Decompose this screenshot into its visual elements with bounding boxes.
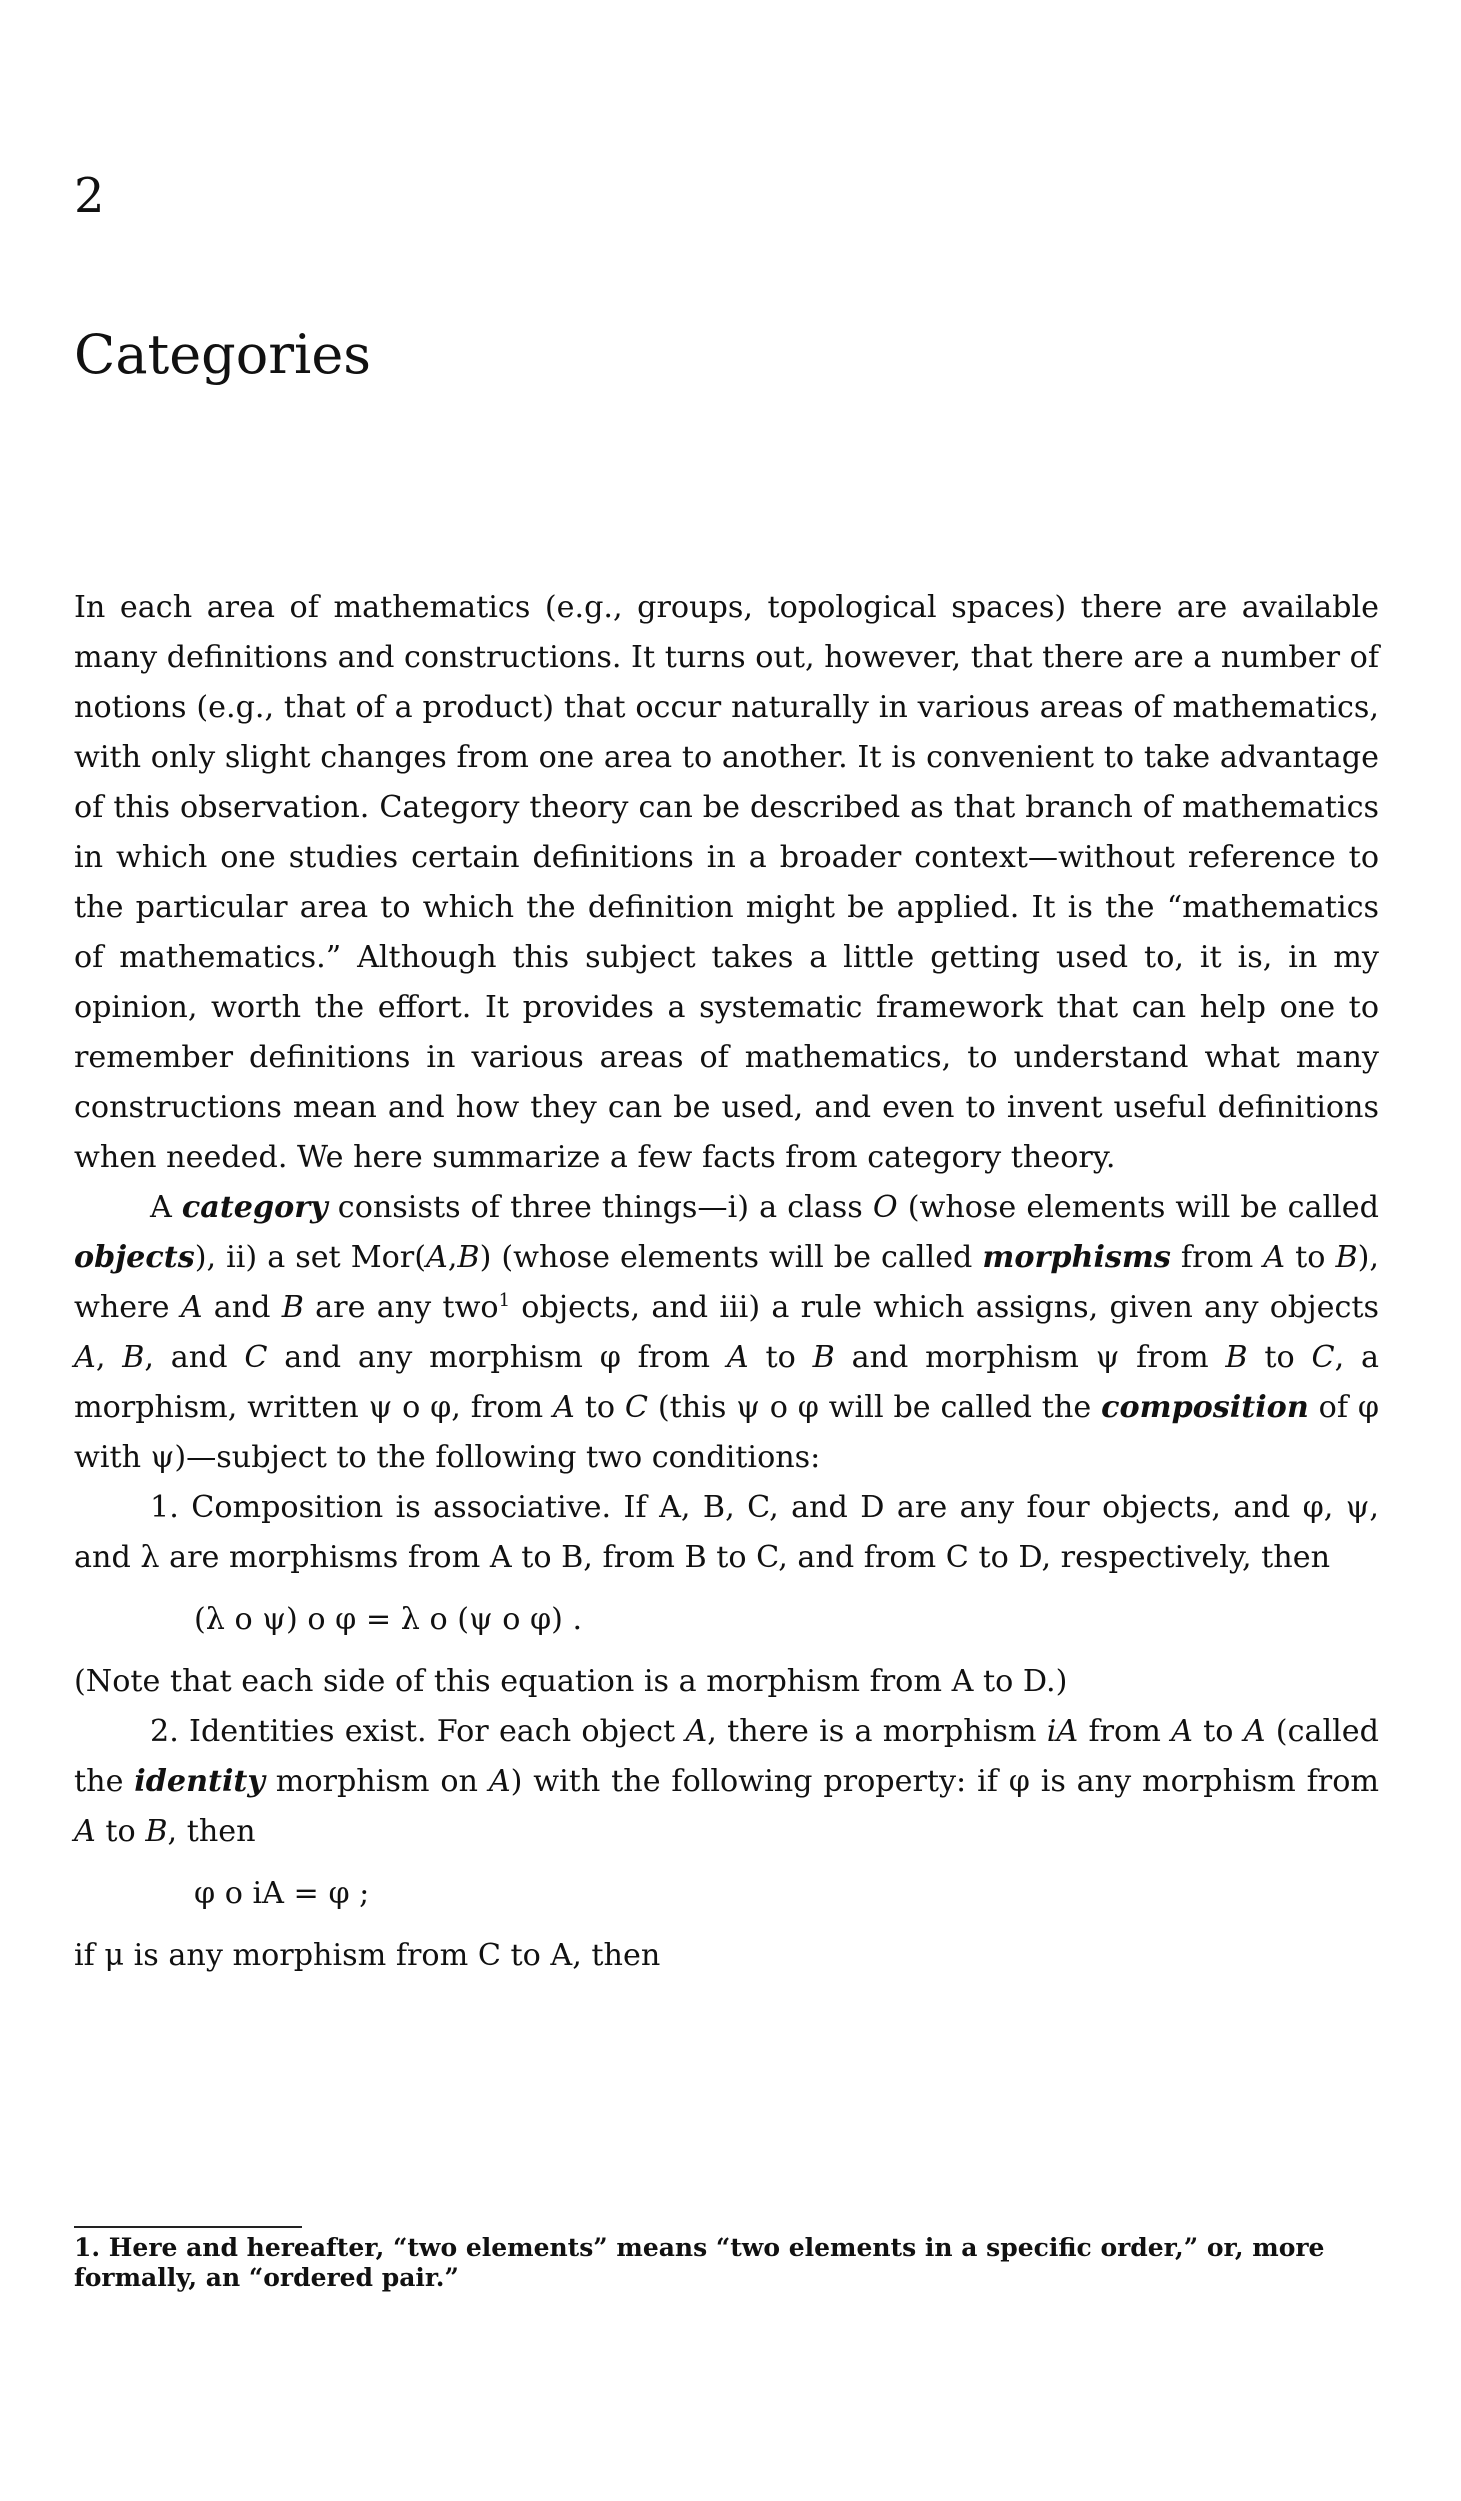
- equation-identity-right: φ o iA = φ ;: [194, 1876, 370, 1911]
- footnote: 1. Here and hereafter, “two elements” means “two elements in a specific order,” or, more formally, an “ordered pair.”: [74, 2233, 1325, 2292]
- term-composition: composition: [1101, 1390, 1309, 1425]
- term-morphisms: morphisms: [982, 1240, 1171, 1275]
- term-identity: identity: [134, 1764, 265, 1799]
- paragraph-identities: 2. Identities exist. For each object A, there is a morphism iA from A to A (called the identity morphism on A) with the following property: if φ is any morphism from A to B, then: [74, 1714, 1380, 1849]
- paragraph-intro: In each area of mathematics (e.g., groups, topological spaces) there are available many definitions and constructions. It turns out, however, that there are a number of notions (e.g., that of a product) that occur naturally in various areas of mathematics, with only slight changes from one area to another. It is convenient to take advantage of this observation. Category theory can be described as that branch of mathematics in which one studies certain definitions in a broader context—without reference to the particular area to which the definition might be applied. It is the “mathematics of mathematics.” Although this subject takes a little getting used to, it is, in my opinion, worth the effort. It provides a systematic framework that can help one to remember definitions in various areas of mathematics, to understand what many constructions mean and how they can be used, and even to invent useful definitions when needed. We here summarize a few facts from category theory.: [74, 590, 1379, 1175]
- term-objects: objects: [74, 1240, 195, 1275]
- footnote-marker: 1: [498, 1289, 511, 1311]
- paragraph-mu: if μ is any morphism from C to A, then: [74, 1938, 661, 1973]
- paragraph-note: (Note that each side of this equation is a morphism from A to D.): [74, 1664, 1068, 1699]
- paragraph-category-definition: A category consists of three things—i) a class O (whose elements will be called objects), ii) a set Mor(A,B) (whose elements will be called morphisms from A to B), where A and B are any two$^1$ objects, and iii) a rule which assigns, given any objects A, B, and C and any morphism φ from A to B and morphism ψ from B to C, a morphism, written ψ o φ, from A to C (this ψ o φ will be called the composition of φ with ψ)—subject to the following two conditions:: [74, 1190, 1380, 1475]
- footnote-divider: [74, 2226, 302, 2228]
- body-text: [74, 583, 1379, 1981]
- term-category: category: [181, 1190, 328, 1225]
- equation-associativity: (λ o ψ) o φ = λ o (ψ o φ) .: [194, 1602, 583, 1637]
- chapter-number: 2: [74, 168, 105, 224]
- chapter-title: Categories: [74, 323, 371, 386]
- paragraph-associativity: 1. Composition is associative. If A, B, C, and D are any four objects, and φ, ψ, and λ are morphisms from A to B, from B to C, and from C to D, respectively, then: [74, 1490, 1379, 1575]
